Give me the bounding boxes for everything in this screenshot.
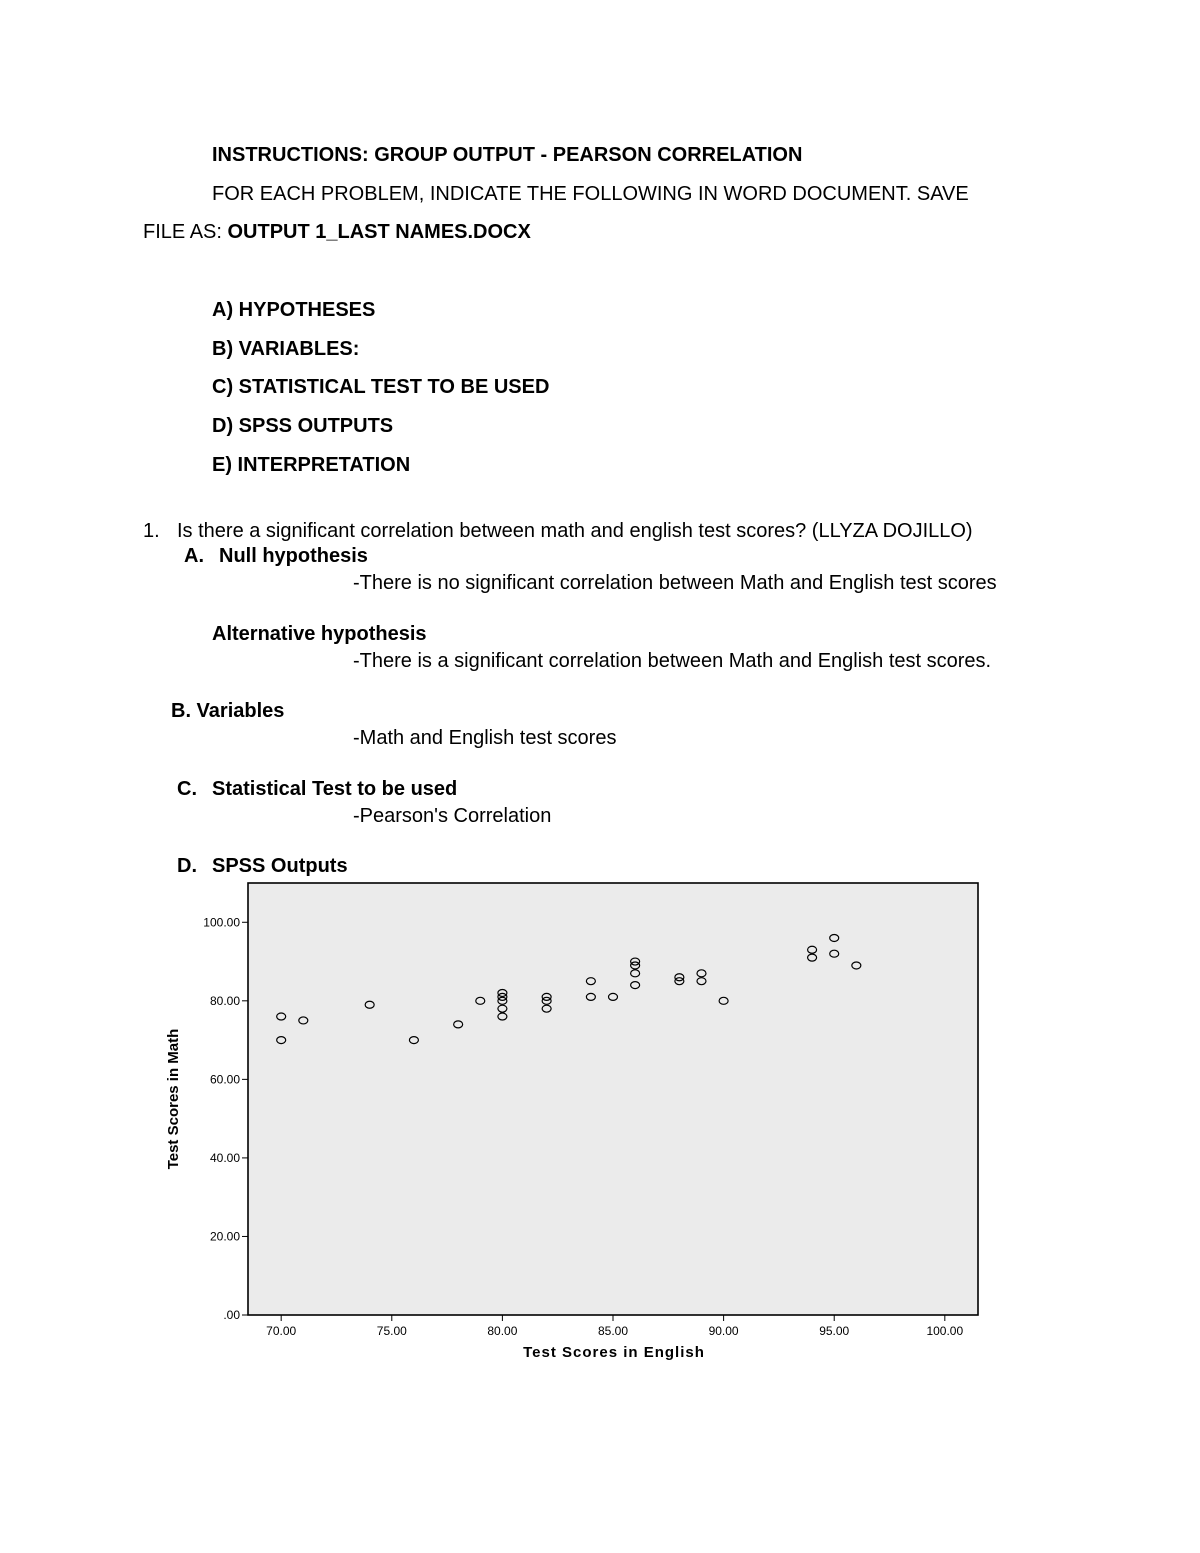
instruction-item-d: D) SPSS OUTPUTS [212,415,394,437]
instruction-item-a: A) HYPOTHESES [212,299,376,321]
statistical-test-heading: Statistical Test to be used [212,778,458,800]
problem-number: 1. [143,520,160,542]
variables-heading: B. Variables [171,700,285,722]
y-tick-label: 20.00 [209,1229,240,1244]
y-tick-label: 40.00 [209,1150,240,1165]
y-tick-label: 80.00 [209,993,240,1008]
instructions-line-2 [143,220,531,244]
section-d-marker: D. [177,855,197,877]
y-axis-ticks [203,915,248,1322]
instructions-title: INSTRUCTIONS: GROUP OUTPUT - PEARSON CORRELATION [212,144,803,166]
section-a-marker: A. [184,545,204,567]
scatter-plot [150,875,1010,1375]
y-tick-label: .00 [223,1308,240,1322]
variables-text: -Math and English test scores [353,727,617,749]
x-axis-ticks [266,1315,963,1338]
x-tick-label: 95.00 [819,1324,850,1338]
plot-area [248,883,978,1315]
x-tick-label: 90.00 [708,1324,739,1338]
x-tick-label: 75.00 [376,1324,407,1338]
null-hypothesis-heading: Null hypothesis [219,545,368,567]
alternative-hypothesis-text: -There is a significant correlation between Math and English test scores. [353,650,992,672]
spss-outputs-heading: SPSS Outputs [212,855,348,877]
y-tick-label: 60.00 [209,1072,240,1087]
x-tick-label: 70.00 [266,1324,297,1338]
instruction-item-c: C) STATISTICAL TEST TO BE USED [212,376,550,398]
statistical-test-text: -Pearson's Correlation [353,805,552,827]
y-tick-label: 100.00 [203,915,240,930]
x-tick-label: 80.00 [487,1324,518,1338]
alternative-hypothesis-heading: Alternative hypothesis [212,623,427,645]
instruction-item-e: E) INTERPRETATION [212,454,411,476]
null-hypothesis-text: -There is no significant correlation between Math and English test scores [353,572,997,594]
section-c-marker: C. [177,778,197,800]
x-axis-label: Test Scores in English [523,1344,705,1361]
y-axis-label: Test Scores in Math [165,1028,182,1170]
instructions-line-1: FOR EACH PROBLEM, INDICATE THE FOLLOWING IN WORD DOCUMENT. SAVE [212,183,969,205]
x-tick-label: 100.00 [926,1324,964,1338]
file-as-prefix: FILE AS: [143,221,228,243]
problem-question: Is there a significant correlation between math and english test scores? (LLYZA DOJILLO) [177,520,973,542]
x-tick-label: 85.00 [597,1324,629,1338]
instruction-item-b: B) VARIABLES: [212,338,360,360]
file-name: OUTPUT 1_LAST NAMES.DOCX [227,221,531,243]
